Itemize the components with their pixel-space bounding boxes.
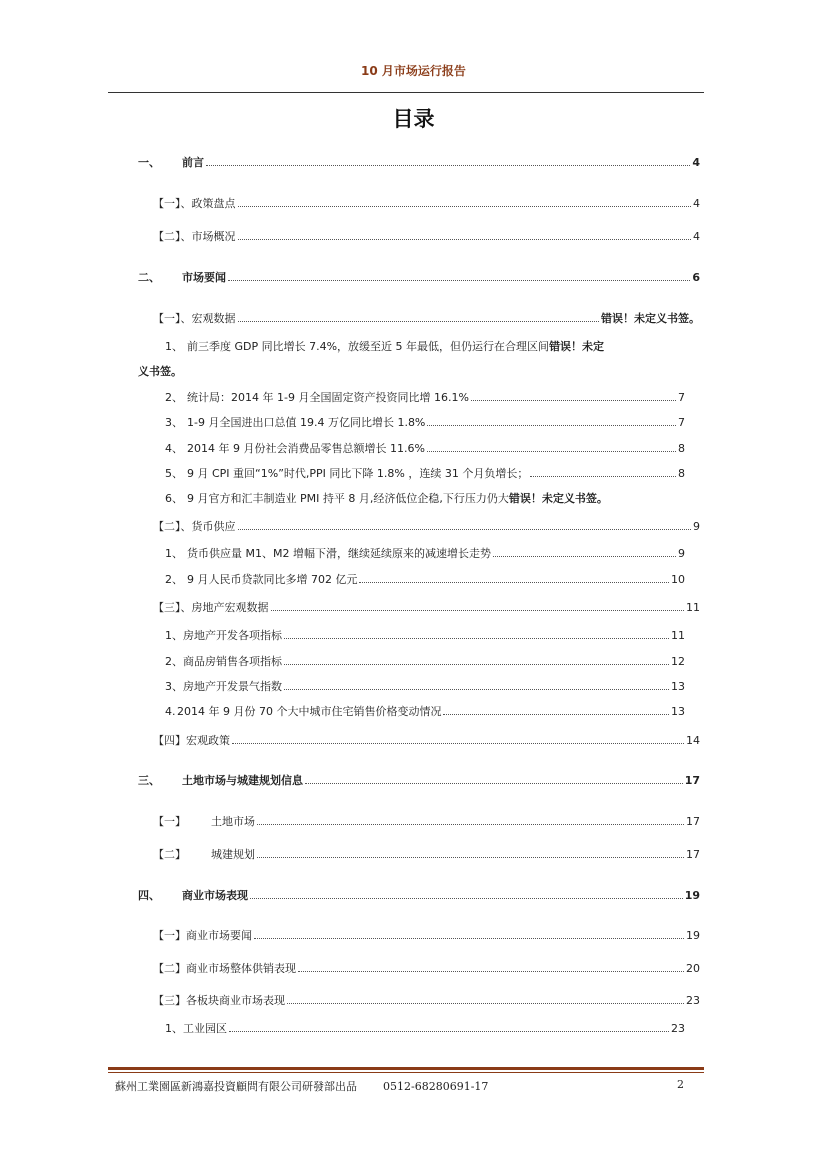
toc-entry-3[interactable] — [138, 772, 700, 788]
toc-page: 17 — [686, 815, 700, 828]
toc-page-error-continued: 义书签。 — [138, 365, 182, 378]
toc-label: 城建规划 — [211, 848, 255, 861]
toc-number: 2、 — [165, 655, 183, 668]
toc-entry-1-1[interactable] — [153, 195, 700, 211]
toc-entry-2-2-2[interactable] — [165, 571, 685, 587]
toc-page-error: 错误！未定 — [549, 340, 605, 353]
toc-number: 【二】、 — [153, 520, 192, 533]
toc-label: 商业市场整体供销表现 — [186, 962, 296, 975]
toc-entry-2-3-1[interactable] — [165, 627, 685, 643]
toc-number: 【四】 — [153, 734, 186, 747]
toc-entry-1-2[interactable] — [153, 228, 700, 244]
toc-number: 一、 — [138, 156, 160, 169]
toc-label: 工业园区 — [183, 1022, 227, 1035]
toc-leader — [471, 400, 676, 401]
toc-entry-2-3-4[interactable] — [165, 703, 685, 719]
toc-leader — [257, 857, 684, 858]
toc-label: 前言 — [182, 156, 204, 169]
toc-number: 【一】 — [153, 929, 186, 942]
toc-label: 市场概况 — [191, 230, 236, 243]
toc-page: 14 — [686, 734, 700, 747]
toc-page: 23 — [686, 994, 700, 1007]
toc-entry-2-2[interactable] — [153, 518, 700, 534]
toc-leader — [254, 938, 684, 939]
toc-label: 政策盘点 — [191, 197, 236, 210]
toc-label: 土地市场 — [211, 815, 255, 828]
toc-entry-4[interactable] — [138, 887, 700, 903]
toc-entry-4-3-1[interactable] — [165, 1020, 685, 1036]
toc-page: 17 — [684, 774, 700, 787]
toc-number: 3、 — [165, 680, 183, 693]
toc-number: 2、 — [165, 573, 183, 586]
toc-number: 三、 — [138, 774, 160, 787]
toc-page: 13 — [671, 705, 685, 718]
toc-leader — [284, 664, 669, 665]
toc-number: 【一】 — [153, 815, 186, 828]
toc-label: 1-9 月全国进出口总值 19.4 万亿同比增长 1.8% — [187, 416, 426, 429]
toc-label: 前三季度 GDP 同比增长 7.4%，放缓至近 5 年最低，但仍运行在合理区间 — [187, 340, 550, 353]
toc-leader — [284, 638, 669, 639]
toc-number: 1、 — [165, 547, 183, 560]
toc-leader — [232, 743, 684, 744]
toc-leader — [530, 476, 676, 477]
toc-leader — [427, 425, 676, 426]
toc-number: 二、 — [138, 271, 160, 284]
toc-leader — [271, 610, 685, 611]
toc-page: 4 — [693, 197, 700, 210]
toc-page: 7 — [678, 391, 685, 404]
toc-number: 4、 — [165, 442, 183, 455]
toc-number: 4. — [165, 705, 176, 718]
toc-leader — [206, 165, 690, 166]
toc-page: 23 — [671, 1022, 685, 1035]
toc-leader — [228, 280, 690, 281]
toc-entry-2-3-2[interactable] — [165, 653, 685, 669]
toc-number: 【一】、 — [153, 197, 192, 210]
toc-number: 四、 — [138, 889, 160, 902]
toc-page: 8 — [678, 467, 685, 480]
toc-label: 土地市场与城建规划信息 — [182, 774, 303, 787]
toc-leader — [257, 824, 684, 825]
toc-page: 20 — [686, 962, 700, 975]
toc-label: 商品房销售各项指标 — [183, 655, 282, 668]
toc-page: 4 — [692, 156, 700, 169]
toc-label: 商业市场要闻 — [186, 929, 252, 942]
toc-leader — [443, 714, 669, 715]
toc-leader — [238, 239, 692, 240]
toc-label: 房地产开发各项指标 — [183, 629, 282, 642]
toc-leader — [238, 321, 600, 322]
toc-leader — [250, 898, 683, 899]
toc-page-error: 错误！未定义书签。 — [601, 312, 700, 325]
toc-entry-2-1-5[interactable] — [165, 465, 685, 481]
toc-leader — [427, 451, 676, 452]
footer-rule-thick — [108, 1067, 704, 1070]
toc-label: 2014 年 9 月份社会消费品零售总额增长 11.6% — [187, 442, 425, 455]
toc-number: 【二】 — [153, 848, 186, 861]
footer-rule-thin — [108, 1072, 704, 1073]
page-footer — [115, 1078, 488, 1094]
toc-number: 【三】 — [153, 994, 186, 1007]
toc-page: 9 — [678, 547, 685, 560]
toc-number: 1、 — [165, 1022, 183, 1035]
toc-entry-2-4[interactable] — [153, 732, 700, 748]
toc-page: 7 — [678, 416, 685, 429]
toc-entry-2-1-3[interactable] — [165, 414, 685, 430]
toc-label: 货币供应量 M1、M2 增幅下滑，继续延续原来的减速增长走势 — [187, 547, 491, 560]
page-title: 目录 — [392, 107, 435, 131]
toc-entry-2-3[interactable] — [153, 599, 700, 615]
toc-entry-4-2[interactable] — [153, 960, 700, 976]
toc-entry-2-1[interactable] — [153, 310, 700, 326]
toc-number: 【一】、 — [153, 312, 192, 325]
toc-entry-1[interactable] — [138, 154, 700, 170]
toc-entry-4-1[interactable] — [153, 927, 700, 943]
toc-page: 6 — [692, 271, 700, 284]
toc-leader — [284, 689, 669, 690]
toc-number: 2、 — [165, 391, 183, 404]
toc-page: 19 — [684, 889, 700, 902]
toc-label: 房地产宏观数据 — [191, 601, 269, 614]
footer-phone: 0512-68280691-17 — [383, 1080, 489, 1093]
toc-label: 统计局：2014 年 1-9 月全国固定资产投资同比增 16.1% — [187, 391, 469, 404]
header-rule — [108, 92, 704, 93]
toc-entry-2-2-1[interactable] — [165, 545, 685, 561]
toc-number: 1、 — [165, 629, 183, 642]
toc-leader — [238, 206, 692, 207]
toc-page: 12 — [671, 655, 685, 668]
toc-entry-3-1[interactable] — [153, 813, 700, 829]
toc-page: 11 — [686, 601, 700, 614]
toc-label: 货币供应 — [191, 520, 236, 533]
toc-number: 1、 — [165, 340, 183, 353]
toc-entry-2[interactable] — [138, 269, 700, 285]
toc-label: 宏观数据 — [191, 312, 236, 325]
toc-label: 市场要闻 — [182, 271, 226, 284]
toc-page: 19 — [686, 929, 700, 942]
toc-label: 9 月 CPI 重回“1%”时代,PPI 同比下降 1.8% ，连续 31 个月负增长； — [187, 467, 529, 480]
toc-page-error: 错误！未定义书签。 — [508, 492, 608, 505]
toc-label: 9 月人民币贷款同比多增 702 亿元 — [187, 573, 358, 586]
toc-leader — [493, 556, 676, 557]
toc-leader — [287, 1003, 684, 1004]
toc-number: 6、 — [165, 492, 183, 505]
toc-page: 8 — [678, 442, 685, 455]
toc-page: 10 — [671, 573, 685, 586]
toc-page: 11 — [671, 629, 685, 642]
toc-page: 9 — [693, 520, 700, 533]
toc-entry-2-3-3[interactable] — [165, 678, 685, 694]
toc-page: 17 — [686, 848, 700, 861]
toc-label: 2014 年 9 月份 70 个大中城市住宅销售价格变动情况 — [177, 705, 442, 718]
toc-label: 房地产开发景气指数 — [183, 680, 282, 693]
toc-entry-2-1-4[interactable] — [165, 440, 685, 456]
toc-entry-2-1-1[interactable] — [165, 338, 692, 354]
toc-label: 宏观政策 — [186, 734, 230, 747]
footer-company: 蘇州工業園區新鴻嘉投資顧問有限公司研發部出品 — [115, 1080, 357, 1093]
toc-number: 【三】、 — [153, 601, 192, 614]
toc-page: 4 — [693, 230, 700, 243]
toc-leader — [229, 1031, 669, 1032]
toc-page: 13 — [671, 680, 685, 693]
toc-entry-2-1-6[interactable] — [165, 490, 700, 506]
page-number: 2 — [677, 1078, 684, 1091]
toc-leader — [238, 529, 692, 530]
toc-label: 各板块商业市场表现 — [186, 994, 285, 1007]
toc-entry-2-1-2[interactable] — [165, 389, 685, 405]
toc-number: 5、 — [165, 467, 183, 480]
toc-number: 【二】 — [153, 962, 186, 975]
toc-leader — [359, 582, 669, 583]
toc-label: 9 月官方和汇丰制造业 PMI 持平 8 月,经济低位企稳,下行压力仍大 — [187, 492, 509, 505]
toc-leader — [305, 783, 683, 784]
toc-entry-4-3[interactable] — [153, 992, 700, 1008]
toc-leader — [298, 971, 684, 972]
toc-entry-3-2[interactable] — [153, 846, 700, 862]
toc-number: 【二】、 — [153, 230, 192, 243]
toc-label: 商业市场表现 — [182, 889, 248, 902]
toc-number: 3、 — [165, 416, 183, 429]
running-header: 10 月市场运行报告 — [361, 64, 466, 78]
